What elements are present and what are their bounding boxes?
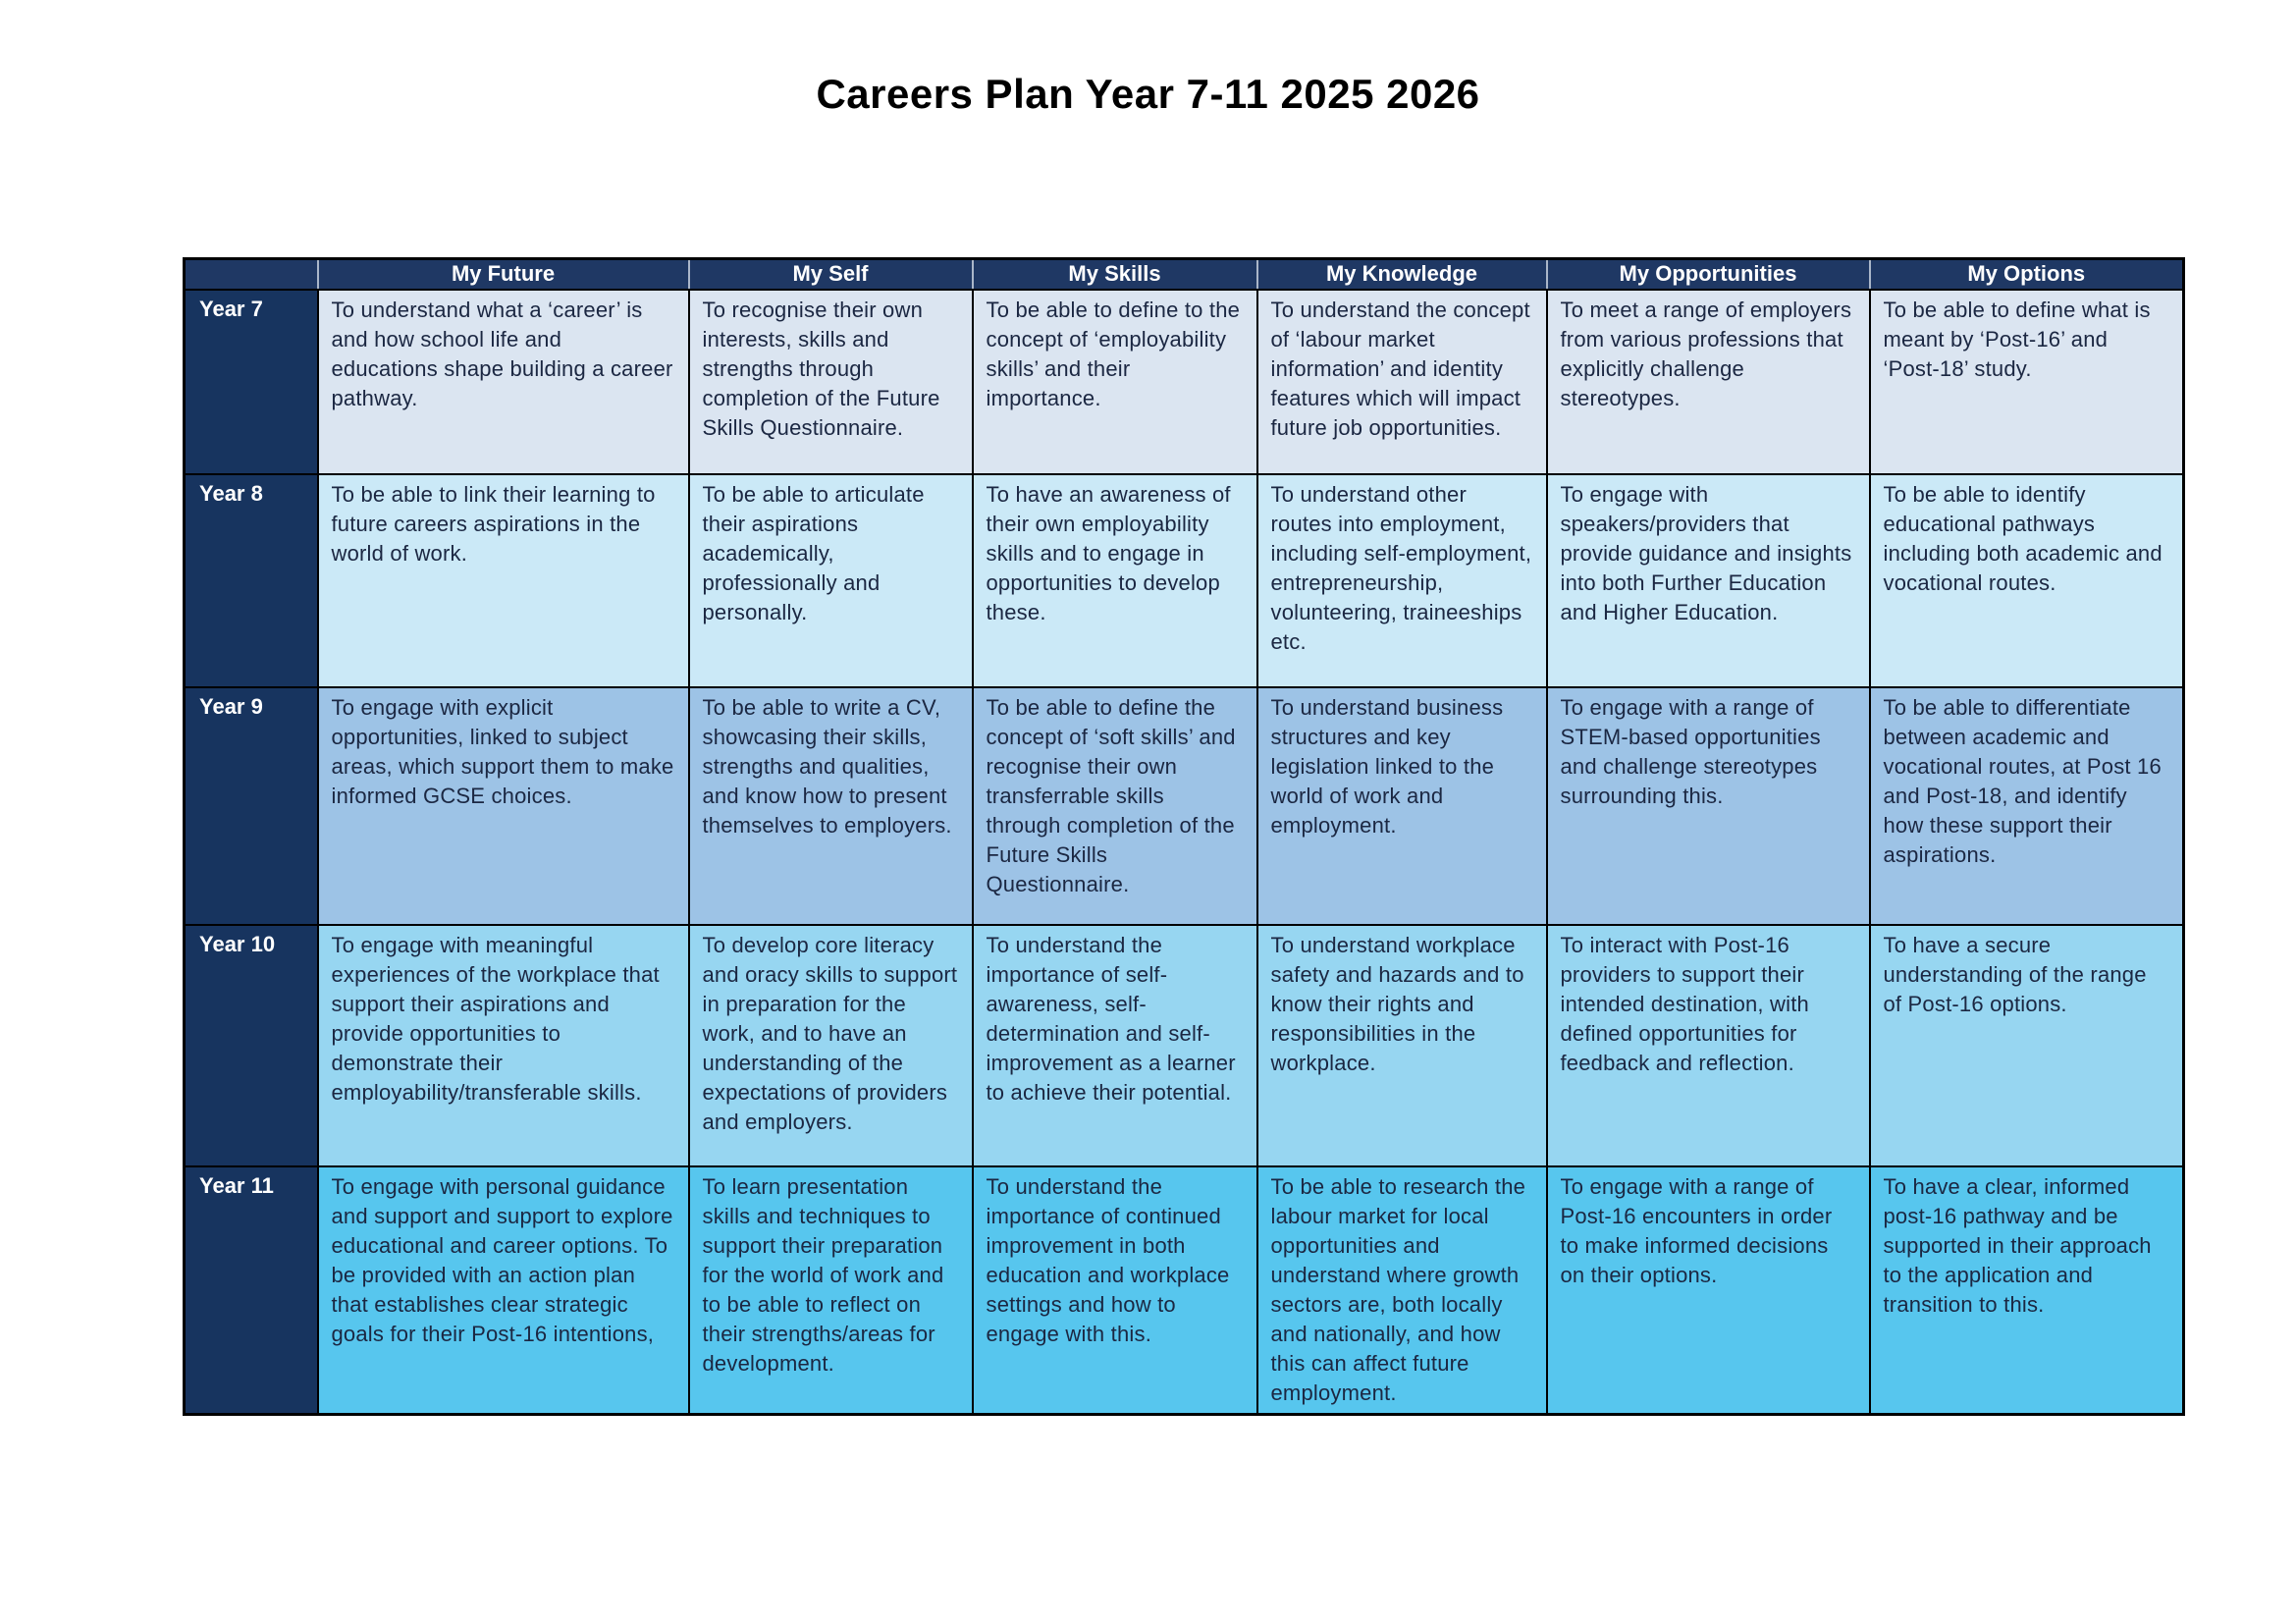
header-row: [185, 259, 2184, 290]
cell-year11-my-options: To have a clear, informed post-16 pathway and be supported in their approach to the application and transition to this.: [1870, 1166, 2184, 1415]
cell-year8-my-skills: To have an awareness of their own employability skills and to engage in opportunities to develop these.: [973, 474, 1257, 687]
cell-year7-my-self: To recognise their own interests, skills and strengths through completion of the Future Skills Questionnaire.: [689, 290, 973, 474]
year-label-year-11: Year 11: [185, 1166, 318, 1415]
cell-year7-my-knowledge: To understand the concept of ‘labour market information’ and identity features which will impact future job opportunities.: [1257, 290, 1547, 474]
cell-year7-my-future: To understand what a ‘career’ is and how school life and educations shape building a career pathway.: [318, 290, 689, 474]
cell-year11-my-opportunities: To engage with a range of Post-16 encounters in order to make informed decisions on their options.: [1547, 1166, 1870, 1415]
table-row-year-10: [185, 925, 2184, 1166]
cell-year10-my-self: To develop core literacy and oracy skills to support in preparation for the work, and to have an understanding of the expectations of providers and employers.: [689, 925, 973, 1166]
cell-year8-my-self: To be able to articulate their aspirations academically, professionally and personally.: [689, 474, 973, 687]
cell-year9-my-skills: To be able to define the concept of ‘soft skills’ and recognise their own transferrable skills through completion of the Future Skills Questionnaire.: [973, 687, 1257, 925]
table-row-year-9: [185, 687, 2184, 925]
cell-year7-my-opportunities: To meet a range of employers from various professions that explicitly challenge stereotypes.: [1547, 290, 1870, 474]
column-header-my-future: My Future: [318, 259, 689, 290]
cell-year8-my-opportunities: To engage with speakers/providers that provide guidance and insights into both Further Education and Higher Education.: [1547, 474, 1870, 687]
cell-year8-my-options: To be able to identify educational pathways including both academic and vocational routes.: [1870, 474, 2184, 687]
year-label-year-7: Year 7: [185, 290, 318, 474]
year-label-year-8: Year 8: [185, 474, 318, 687]
table-row-year-8: [185, 474, 2184, 687]
column-header-my-opportunities: My Opportunities: [1547, 259, 1870, 290]
cell-year9-my-self: To be able to write a CV, showcasing their skills, strengths and qualities, and know how to present themselves to employers.: [689, 687, 973, 925]
cell-year9-my-future: To engage with explicit opportunities, linked to subject areas, which support them to make informed GCSE choices.: [318, 687, 689, 925]
cell-year10-my-knowledge: To understand workplace safety and hazards and to know their rights and responsibilities in the workplace.: [1257, 925, 1547, 1166]
column-header-my-self: My Self: [689, 259, 973, 290]
cell-year11-my-self: To learn presentation skills and techniques to support their preparation for the world of work and to be able to reflect on their strengths/areas for development.: [689, 1166, 973, 1415]
cell-year10-my-future: To engage with meaningful experiences of the workplace that support their aspirations and provide opportunities to demonstrate their employability/transferable skills.: [318, 925, 689, 1166]
cell-year9-my-knowledge: To understand business structures and key legislation linked to the world of work and employment.: [1257, 687, 1547, 925]
cell-year11-my-skills: To understand the importance of continued improvement in both education and workplace settings and how to engage with this.: [973, 1166, 1257, 1415]
cell-year8-my-future: To be able to link their learning to future careers aspirations in the world of work.: [318, 474, 689, 687]
table-row-year-7: [185, 290, 2184, 474]
cell-year9-my-options: To be able to differentiate between academic and vocational routes, at Post 16 and Post-18, and identify how these support their aspirations.: [1870, 687, 2184, 925]
column-header-my-skills: My Skills: [973, 259, 1257, 290]
cell-year9-my-opportunities: To engage with a range of STEM-based opportunities and challenge stereotypes surrounding this.: [1547, 687, 1870, 925]
year-label-year-9: Year 9: [185, 687, 318, 925]
cell-year10-my-skills: To understand the importance of self-awareness, self-determination and self-improvement as a learner to achieve their potential.: [973, 925, 1257, 1166]
careers-plan-table: [183, 257, 2185, 1416]
year-label-year-10: Year 10: [185, 925, 318, 1166]
cell-year7-my-options: To be able to define what is meant by ‘Post-16’ and ‘Post-18’ study.: [1870, 290, 2184, 474]
cell-year10-my-options: To have a secure understanding of the range of Post-16 options.: [1870, 925, 2184, 1166]
page-title: Careers Plan Year 7-11 2025 2026: [816, 71, 1480, 117]
table-row-year-11: [185, 1166, 2184, 1415]
cell-year7-my-skills: To be able to define to the concept of ‘employability skills’ and their importance.: [973, 290, 1257, 474]
cell-year8-my-knowledge: To understand other routes into employment, including self-employment, entrepreneurship, volunteering, traineeships etc.: [1257, 474, 1547, 687]
cell-year10-my-opportunities: To interact with Post-16 providers to support their intended destination, with defined opportunities for feedback and reflection.: [1547, 925, 1870, 1166]
cell-year11-my-knowledge: To be able to research the labour market for local opportunities and understand where growth sectors are, both locally and nationally, and how this can affect future employment.: [1257, 1166, 1547, 1415]
cell-year11-my-future: To engage with personal guidance and support and support to explore educational and career options. To be provided with an action plan that establishes clear strategic goals for their Post-16 intentions,: [318, 1166, 689, 1415]
column-header-my-options: My Options: [1870, 259, 2184, 290]
column-header-my-knowledge: My Knowledge: [1257, 259, 1547, 290]
corner-cell: [185, 259, 318, 290]
